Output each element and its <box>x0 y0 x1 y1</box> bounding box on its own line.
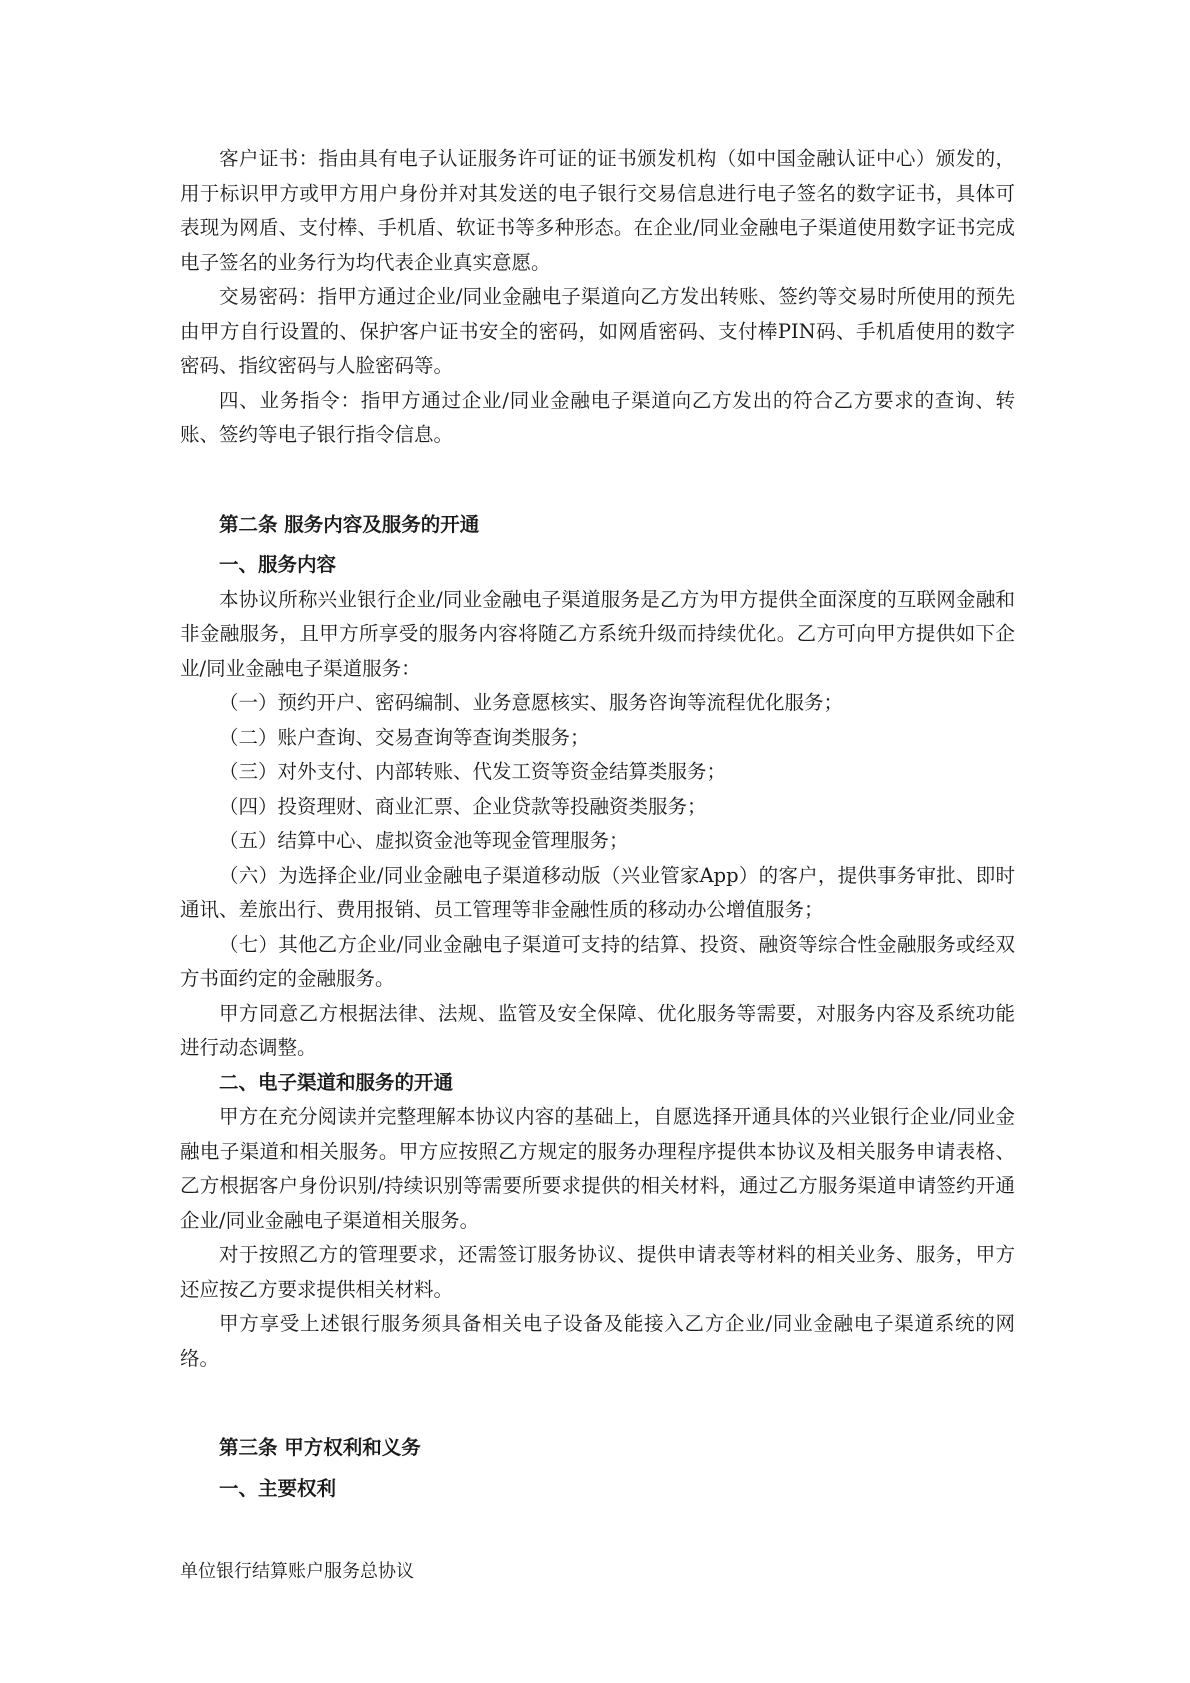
list-item: （三）对外支付、内部转账、代发工资等资金结算类服务； <box>219 760 727 783</box>
article-2-heading: 第二条 服务内容及服务的开通 <box>219 512 480 536</box>
paragraph-dynamic-adjustment: 甲方同意乙方根据法律、法规、监管及安全保障、优化服务等需要，对服务内容及系统功能进行动态调整。 <box>180 1001 1015 1059</box>
document-body <box>180 142 1015 1506</box>
paragraph-additional-materials: 对于按照乙方的管理要求，还需签订服务协议、提供申请表等材料的相关业务、服务，甲方还应按乙方要求提供相关材料。 <box>180 1243 1015 1301</box>
article-3-subheading-main-rights: 一、主要权利 <box>219 1476 337 1500</box>
paragraph-opening-procedure: 甲方在充分阅读并完整理解本协议内容的基础上，自愿选择开通具体的兴业银行企业/同业金融电子渠道和相关服务。甲方应按照乙方规定的服务办理程序提供本协议及相关服务申请表格、乙方根据客户身份识别/持续识别等需要所要求提供的相关材料，通过乙方服务渠道申请签约开通企业/同业金融电子渠道相关服务。 <box>180 1105 1015 1232</box>
paragraph-business-instruction: 四、业务指令：指甲方通过企业/同业金融电子渠道向乙方发出的符合乙方要求的查询、转账、签约等电子银行指令信息。 <box>180 388 1015 446</box>
list-item: （六）为选择企业/同业金融电子渠道移动版（兴业管家App）的客户，提供事务审批、即时通讯、差旅出行、费用报销、员工管理等非金融性质的移动办公增值服务； <box>180 863 1015 921</box>
article-2-subheading-channel-opening: 二、电子渠道和服务的开通 <box>219 1070 454 1094</box>
list-item: （五）结算中心、虚拟资金池等现金管理服务； <box>219 829 629 852</box>
list-item: （七）其他乙方企业/同业金融电子渠道可支持的结算、投资、融资等综合性金融服务或经双方书面约定的金融服务。 <box>180 932 1015 990</box>
section-spacer <box>180 1376 1015 1431</box>
paragraph-transaction-password: 交易密码：指甲方通过企业/同业金融电子渠道向乙方发出转账、签约等交易时所使用的预先由甲方自行设置的、保护客户证书安全的密码，如网盾密码、支付棒PIN码、手机盾使用的数字密码、指纹密码与人脸密码等。 <box>180 285 1015 377</box>
paragraph-service-intro: 本协议所称兴业银行企业/同业金融电子渠道服务是乙方为甲方提供全面深度的互联网金融和非金融服务，且甲方所享受的服务内容将随乙方系统升级而持续优化。乙方可向甲方提供如下企业/同业金融电子渠道服务： <box>180 587 1015 680</box>
page-footer: 单位银行结算账户服务总协议 <box>180 1561 414 1582</box>
paragraph-equipment-requirement: 甲方享受上述银行服务须具备相关电子设备及能接入乙方企业/同业金融电子渠道系统的网络。 <box>180 1312 1015 1370</box>
list-item: （一）预约开户、密码编制、业务意愿核实、服务咨询等流程优化服务； <box>219 691 844 714</box>
section-spacer <box>180 453 1015 508</box>
list-item: （四）投资理财、商业汇票、企业贷款等投融资类服务； <box>219 794 707 818</box>
article-2-subheading-service-content: 一、服务内容 <box>219 553 337 576</box>
list-item: （二）账户查询、交易查询等查询类服务； <box>219 725 590 749</box>
paragraph-client-certificate: 客户证书：指由具有电子认证服务许可证的证书颁发机构（如中国金融认证中心）颁发的，用于标识甲方或甲方用户身份并对其发送的电子银行交易信息进行电子签名的数字证书，具体可表现为网盾、支付棒、手机盾、软证书等多种形态。在企业/同业金融电子渠道使用数字证书完成电子签名的业务行为均代表企业真实意愿。 <box>180 147 1015 274</box>
article-3-heading: 第三条 甲方权利和义务 <box>219 1436 421 1459</box>
